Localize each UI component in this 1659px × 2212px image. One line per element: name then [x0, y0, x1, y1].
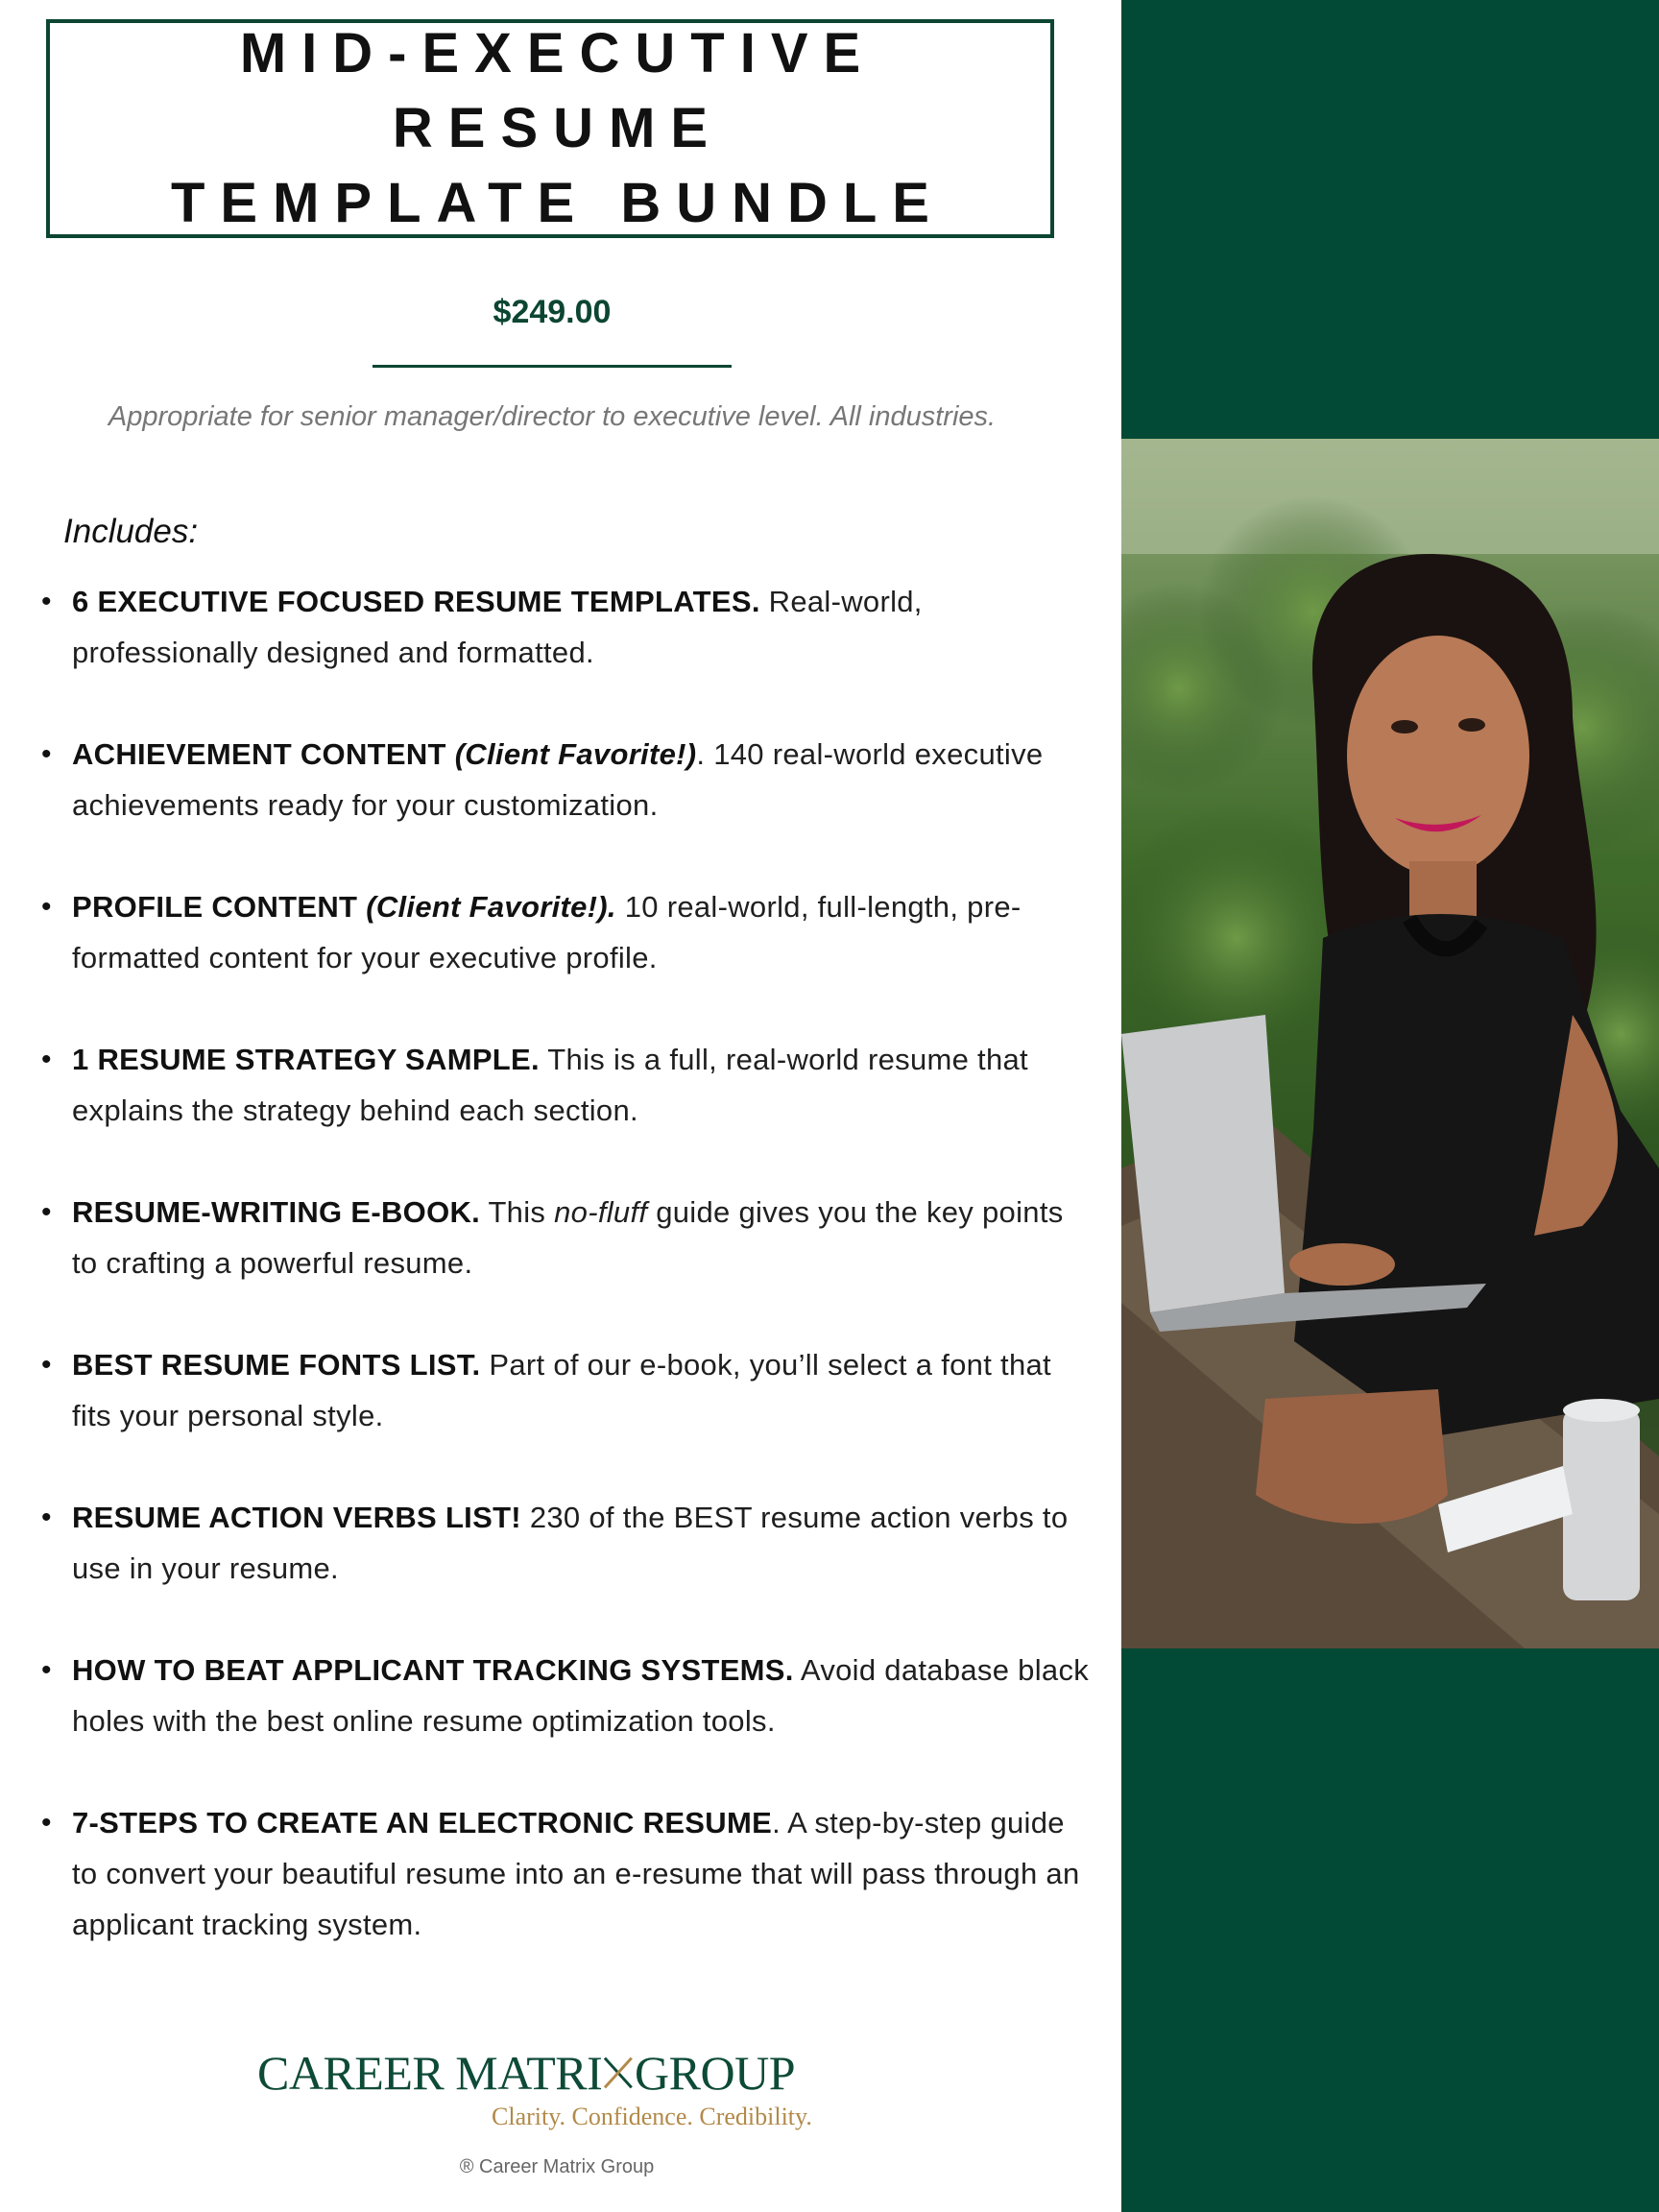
bullet: • [41, 738, 52, 770]
item-title: RESUME-WRITING E-BOOK. [72, 1195, 481, 1229]
list-item [41, 1797, 1090, 1950]
item-text: . A step-by-step guide to convert your beautiful resume into an e-resume that will pass through an applicant tracking system. [72, 1806, 1080, 1941]
item-title: 1 RESUME STRATEGY SAMPLE. [72, 1043, 540, 1076]
logo-tagline: Clarity. Confidence. Credibility. [492, 2103, 812, 2130]
bullet: • [41, 1044, 52, 1075]
item-text: guide gives you the key points to crafting a powerful resume. [72, 1195, 1064, 1280]
includes-label: Includes: [63, 513, 199, 550]
item-title: BEST RESUME FONTS LIST. [72, 1348, 481, 1382]
bullet: • [41, 1196, 52, 1228]
item-italic: no-fluff [554, 1195, 648, 1229]
list-item [41, 1187, 1090, 1288]
logo-text-right: GROUP [635, 2046, 795, 2100]
list-item [41, 1339, 1090, 1441]
woman-laptop-photo [1121, 439, 1659, 1648]
item-text: . 140 real-world executive achievements ready for your customization. [72, 737, 1044, 822]
item-title: 7-STEPS TO CREATE AN ELECTRONIC RESUME [72, 1806, 773, 1839]
item-highlight: (Client Favorite!). [366, 890, 616, 924]
item-title: PROFILE CONTENT [72, 890, 358, 924]
item-title: 6 EXECUTIVE FOCUSED RESUME TEMPLATES. [72, 585, 760, 618]
career-matrix-logo [257, 2045, 812, 2130]
item-text: Part of our e-book, you’ll select a font that fits your personal style. [72, 1348, 1051, 1432]
item-text: 230 of the BEST resume action verbs to use in your resume. [72, 1501, 1069, 1585]
price-divider [373, 365, 732, 368]
photo-illustration [1121, 439, 1659, 1648]
title-line-1: MID-EXECUTIVE RESUME [239, 22, 877, 159]
bullet: • [41, 586, 52, 617]
bullet: • [41, 1807, 52, 1839]
title-line-2: TEMPLATE BUNDLE [170, 172, 945, 234]
logo-text-left: CAREER MATRI [257, 2046, 603, 2100]
list-item [41, 576, 1090, 678]
item-highlight: (Client Favorite!) [454, 737, 697, 771]
item-text-pre: This [480, 1195, 555, 1229]
item-text: This is a full, real-world resume that explains the strategy behind each section. [72, 1043, 1028, 1127]
list-item [41, 1645, 1090, 1746]
list-item [41, 1492, 1090, 1594]
item-text: 10 real-world, full-length, pre-formatted content for your executive profile. [72, 890, 1022, 974]
bullet: • [41, 1349, 52, 1381]
bullet: • [41, 1654, 52, 1686]
item-title: ACHIEVEMENT CONTENT [72, 737, 446, 771]
item-title: RESUME ACTION VERBS LIST! [72, 1501, 521, 1534]
copyright: ® Career Matrix Group [459, 2156, 655, 2177]
bullet: • [41, 891, 52, 923]
item-text: Real-world, professionally designed and formatted. [72, 585, 923, 669]
logo-x-icon [602, 2049, 635, 2097]
price: $249.00 [493, 294, 612, 330]
title-box [46, 19, 1054, 238]
item-text: Avoid database black holes with the best online resume optimization tools. [72, 1653, 1090, 1738]
subtitle: Appropriate for senior manager/director to executive level. All industries. [108, 401, 997, 432]
list-item [41, 729, 1090, 830]
item-title: HOW TO BEAT APPLICANT TRACKING SYSTEMS. [72, 1653, 794, 1687]
bullet: • [41, 1502, 52, 1533]
list-item [41, 881, 1090, 983]
list-item [41, 1034, 1090, 1136]
